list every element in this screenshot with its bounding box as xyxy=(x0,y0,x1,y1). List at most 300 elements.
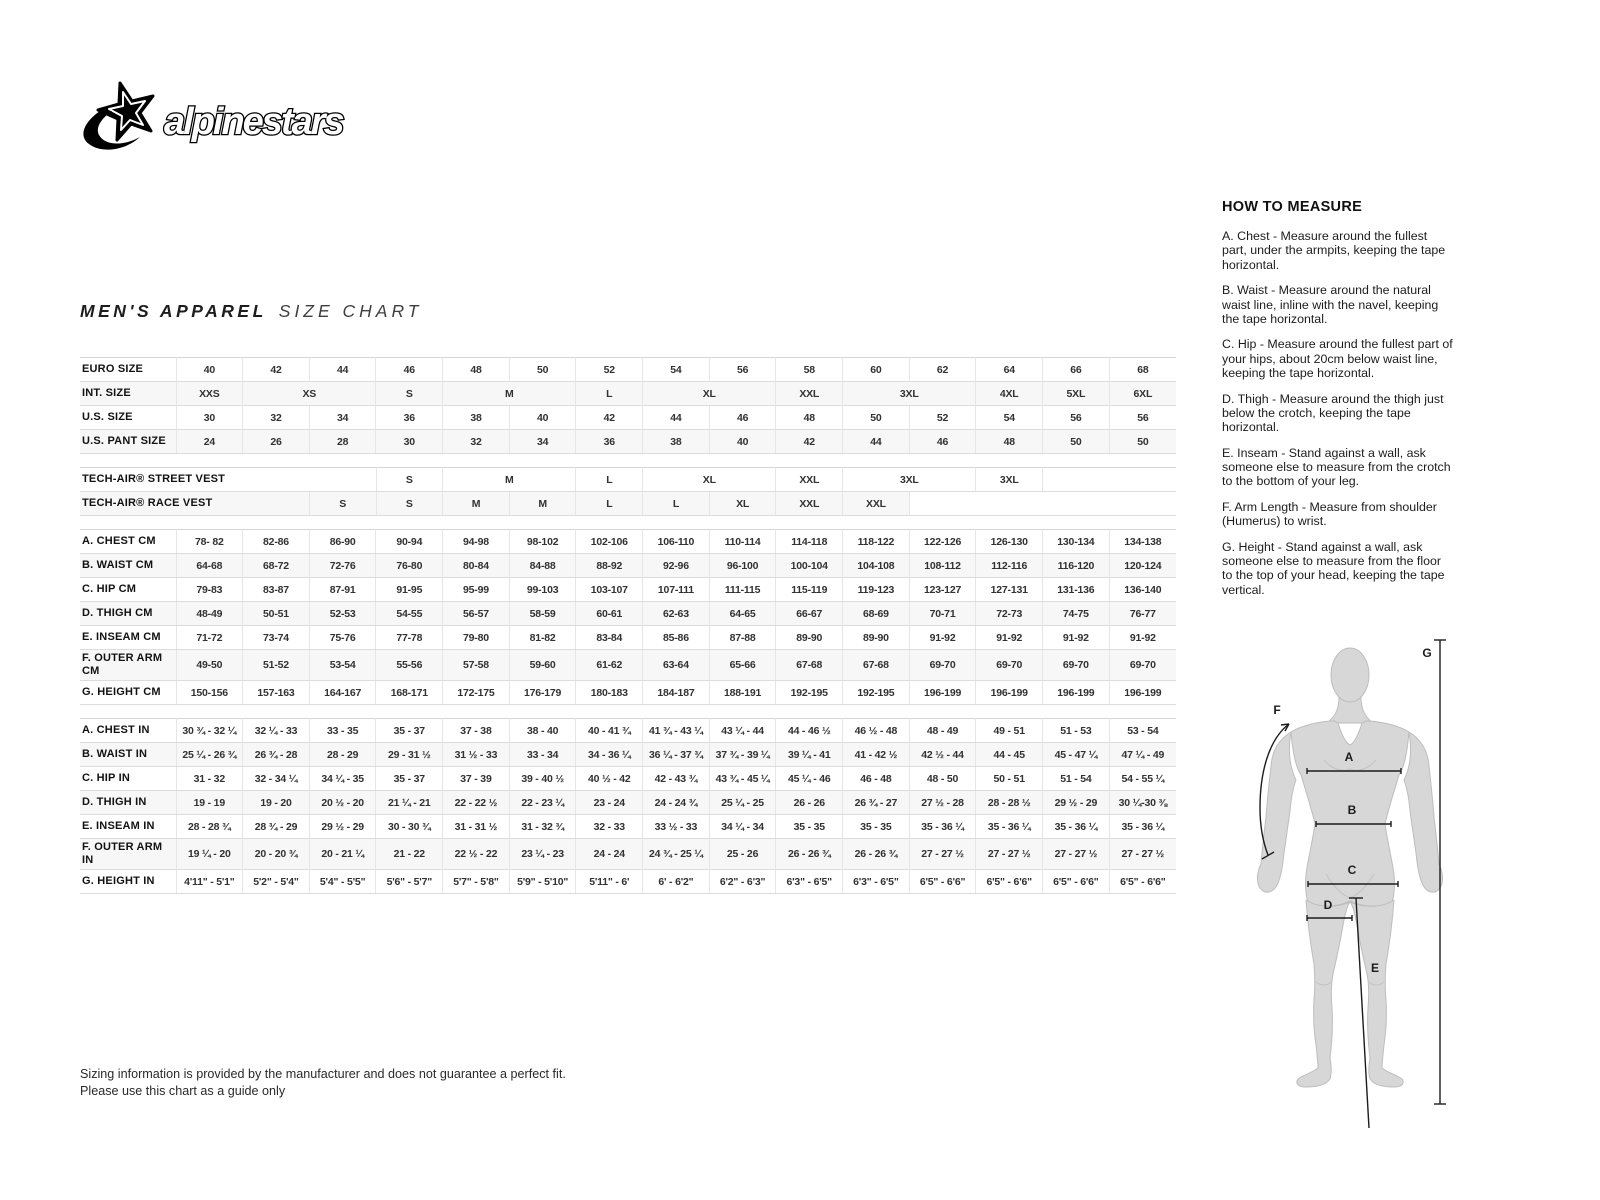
size-cell: 6'3" - 6'5" xyxy=(843,870,910,894)
size-cell: 25 ¼ - 25 xyxy=(709,791,776,815)
size-cell: 44 - 45 xyxy=(976,743,1043,767)
size-cell: 48 - 49 xyxy=(909,719,976,743)
size-cell: 59-60 xyxy=(509,650,576,681)
table-row xyxy=(80,554,1176,578)
size-cell: 6'2" - 6'3" xyxy=(709,870,776,894)
size-cell: 58 xyxy=(776,358,843,382)
row-label: C. HIP IN xyxy=(80,767,176,791)
size-cell: 5XL xyxy=(1043,382,1110,406)
size-cell: S xyxy=(376,468,443,492)
size-cell: 131-136 xyxy=(1043,578,1110,602)
size-cell: 157-163 xyxy=(243,681,310,705)
size-cell: 34 ¼ - 35 xyxy=(309,767,376,791)
size-cell: 5'6" - 5'7" xyxy=(376,870,443,894)
size-cell: 54 - 55 ¼ xyxy=(1109,767,1176,791)
size-cell: 56-57 xyxy=(443,602,510,626)
size-cell: 37 - 38 xyxy=(443,719,510,743)
size-cell: 44 xyxy=(309,358,376,382)
size-cell: 79-83 xyxy=(176,578,243,602)
size-cell: 30 xyxy=(176,406,243,430)
size-cell: 34 xyxy=(509,430,576,454)
size-cell: 69-70 xyxy=(1109,650,1176,681)
size-cell: 67-68 xyxy=(776,650,843,681)
size-cell: 6' - 6'2" xyxy=(643,870,710,894)
size-cell: 40 xyxy=(709,430,776,454)
size-cell: 57-58 xyxy=(443,650,510,681)
size-cell: 35 - 37 xyxy=(376,767,443,791)
measure-instruction: E. Inseam - Stand against a wall, ask someone else to measure from the crotch to the bottom of your leg. xyxy=(1222,445,1451,489)
size-cell: 28 - 28 ½ xyxy=(976,791,1043,815)
row-label: F. OUTER ARM IN xyxy=(80,839,176,870)
row-label: U.S. PANT SIZE xyxy=(80,430,176,454)
size-cell: 130-134 xyxy=(1043,530,1110,554)
size-cell: 46 xyxy=(709,406,776,430)
size-cell: 45 ¼ - 46 xyxy=(776,767,843,791)
size-cell: 26 xyxy=(243,430,310,454)
size-cell: 31 - 31 ½ xyxy=(443,815,510,839)
size-cell: 104-108 xyxy=(843,554,910,578)
size-cell: 30 xyxy=(376,430,443,454)
size-cell: 89-90 xyxy=(776,626,843,650)
size-cell: 24 ¾ - 25 ¼ xyxy=(643,839,710,870)
disclaimer-line-2: Please use this chart as a guide only xyxy=(80,1084,286,1098)
size-cell: 35 - 36 ¼ xyxy=(909,815,976,839)
size-cell: 94-98 xyxy=(443,530,510,554)
size-cell: 4'11" - 5'1" xyxy=(176,870,243,894)
size-cell: 164-167 xyxy=(309,681,376,705)
size-cell: M xyxy=(443,468,576,492)
size-cell: 92-96 xyxy=(643,554,710,578)
row-label: A. CHEST CM xyxy=(80,530,176,554)
size-cell: 196-199 xyxy=(1043,681,1110,705)
size-cell: 134-138 xyxy=(1109,530,1176,554)
size-cell: 28 - 28 ¾ xyxy=(176,815,243,839)
empty-cell xyxy=(909,492,1176,516)
size-cell: 5'7" - 5'8" xyxy=(443,870,510,894)
size-cell: 35 - 36 ¼ xyxy=(1109,815,1176,839)
size-cell: 184-187 xyxy=(643,681,710,705)
label-inseam: E xyxy=(1370,961,1380,975)
size-cell: 20 - 20 ¾ xyxy=(243,839,310,870)
size-cell: 6'5" - 6'6" xyxy=(1043,870,1110,894)
size-cell: 79-80 xyxy=(443,626,510,650)
size-cell: 23 ¼ - 23 xyxy=(509,839,576,870)
size-cell: 53-54 xyxy=(309,650,376,681)
size-cell: 50 xyxy=(509,358,576,382)
row-label: E. INSEAM CM xyxy=(80,626,176,650)
size-cell: 5'11" - 6' xyxy=(576,870,643,894)
size-cell: 56 xyxy=(1043,406,1110,430)
size-cell: 32 - 34 ¼ xyxy=(243,767,310,791)
size-cell: 196-199 xyxy=(976,681,1043,705)
size-cell: 51-52 xyxy=(243,650,310,681)
size-cell: 19 - 20 xyxy=(243,791,310,815)
size-cell: 48-49 xyxy=(176,602,243,626)
table-row xyxy=(80,578,1176,602)
size-cell: 48 xyxy=(443,358,510,382)
size-cell: 54-55 xyxy=(376,602,443,626)
size-cell: 21 - 22 xyxy=(376,839,443,870)
empty-cell xyxy=(1043,468,1176,492)
size-cell: 37 ¾ - 39 ¼ xyxy=(709,743,776,767)
size-cell: 35 - 35 xyxy=(843,815,910,839)
size-cell: 36 xyxy=(576,430,643,454)
size-cell: 83-84 xyxy=(576,626,643,650)
size-cell: 38 - 40 xyxy=(509,719,576,743)
size-cell: 36 xyxy=(376,406,443,430)
size-cell: 84-88 xyxy=(509,554,576,578)
size-cell: 30 ¾ - 32 ¼ xyxy=(176,719,243,743)
table-row xyxy=(80,815,1176,839)
size-cell: 5'4" - 5'5" xyxy=(309,870,376,894)
label-thigh: D xyxy=(1323,898,1333,912)
size-cell: 42 - 43 ¾ xyxy=(643,767,710,791)
size-cell: 37 - 39 xyxy=(443,767,510,791)
size-cell: 62 xyxy=(909,358,976,382)
size-cell: 64 xyxy=(976,358,1043,382)
size-cell: 3XL xyxy=(976,468,1043,492)
size-cell: 123-127 xyxy=(909,578,976,602)
size-cell: 114-118 xyxy=(776,530,843,554)
size-cell: 60 xyxy=(843,358,910,382)
size-cell: 110-114 xyxy=(709,530,776,554)
size-cell: 32 - 33 xyxy=(576,815,643,839)
page-title xyxy=(80,301,422,322)
size-cell: 50 - 51 xyxy=(976,767,1043,791)
size-cell: XL xyxy=(643,382,776,406)
size-cell: 4XL xyxy=(976,382,1043,406)
page-title-main: MEN'S APPAREL xyxy=(80,301,267,321)
size-cell: 150-156 xyxy=(176,681,243,705)
size-cell: 80-84 xyxy=(443,554,510,578)
size-cell: 35 - 35 xyxy=(776,815,843,839)
size-cell: 69-70 xyxy=(976,650,1043,681)
size-cell: 46 - 48 xyxy=(843,767,910,791)
size-cell: 85-86 xyxy=(643,626,710,650)
size-cell: 30 ¼-30 ⅜ xyxy=(1109,791,1176,815)
size-cell: XL xyxy=(709,492,776,516)
size-cell: 75-76 xyxy=(309,626,376,650)
size-cell: 122-126 xyxy=(909,530,976,554)
row-label: D. THIGH IN xyxy=(80,791,176,815)
size-cell: 112-116 xyxy=(976,554,1043,578)
size-cell: 106-110 xyxy=(643,530,710,554)
size-cell: 6XL xyxy=(1109,382,1176,406)
size-cell: 52-53 xyxy=(309,602,376,626)
size-cell: L xyxy=(576,492,643,516)
table-group-tech-air-vests xyxy=(80,467,1176,516)
disclaimer-line-1: Sizing information is provided by the manufacturer and does not guarantee a perfect fit. xyxy=(80,1067,566,1081)
size-cell: 42 xyxy=(243,358,310,382)
size-cell: M xyxy=(443,382,576,406)
row-label: INT. SIZE xyxy=(80,382,176,406)
size-cell: 30 - 30 ¾ xyxy=(376,815,443,839)
how-to-measure-panel xyxy=(1222,199,1454,608)
size-cell: 38 xyxy=(643,430,710,454)
size-cell: XXL xyxy=(776,492,843,516)
alpinestars-logo xyxy=(76,78,356,162)
size-cell: 82-86 xyxy=(243,530,310,554)
size-cell: 3XL xyxy=(843,382,976,406)
size-cell: 6'5" - 6'6" xyxy=(976,870,1043,894)
size-cell: 33 - 35 xyxy=(309,719,376,743)
size-cell: 87-91 xyxy=(309,578,376,602)
row-label: C. HIP CM xyxy=(80,578,176,602)
size-cell: 27 - 27 ½ xyxy=(976,839,1043,870)
table-row xyxy=(80,382,1176,406)
size-cell: 25 - 26 xyxy=(709,839,776,870)
size-cell: 192-195 xyxy=(843,681,910,705)
size-cell: 91-92 xyxy=(1043,626,1110,650)
size-cell: 28 - 29 xyxy=(309,743,376,767)
table-row xyxy=(80,719,1176,743)
size-cell: 60-61 xyxy=(576,602,643,626)
size-cell: XXL xyxy=(776,468,843,492)
size-cell: 49 - 51 xyxy=(976,719,1043,743)
size-cell: 56 xyxy=(709,358,776,382)
size-cell: 87-88 xyxy=(709,626,776,650)
size-cell: 22 - 22 ½ xyxy=(443,791,510,815)
size-cell: 58-59 xyxy=(509,602,576,626)
size-cell: 3XL xyxy=(843,468,976,492)
size-cell: 29 ½ - 29 xyxy=(1043,791,1110,815)
table-group-measurements-in xyxy=(80,718,1176,894)
size-table xyxy=(80,357,1176,907)
measure-instruction: C. Hip - Measure around the fullest part of your hips, about 20cm below waist line, keeping the tape horizontal. xyxy=(1222,337,1453,381)
size-cell: 192-195 xyxy=(776,681,843,705)
size-cell: 5'2" - 5'4" xyxy=(243,870,310,894)
size-cell: 26 ¾ - 28 xyxy=(243,743,310,767)
size-cell: 46 xyxy=(909,430,976,454)
size-cell: 34 - 36 ¼ xyxy=(576,743,643,767)
row-label: U.S. SIZE xyxy=(80,406,176,430)
size-cell: 44 xyxy=(843,430,910,454)
size-cell: 91-95 xyxy=(376,578,443,602)
row-label: F. OUTER ARM CM xyxy=(80,650,176,681)
measure-instruction: F. Arm Length - Measure from shoulder (Humerus) to wrist. xyxy=(1222,499,1437,529)
row-label: G. HEIGHT CM xyxy=(80,681,176,705)
size-cell: 24 - 24 ¾ xyxy=(643,791,710,815)
label-hip: C xyxy=(1347,863,1357,877)
size-cell: 51 - 54 xyxy=(1043,767,1110,791)
size-cell: 67-68 xyxy=(843,650,910,681)
size-cell: 91-92 xyxy=(1109,626,1176,650)
size-cell: 118-122 xyxy=(843,530,910,554)
size-cell: 46 xyxy=(376,358,443,382)
table-row xyxy=(80,492,1176,516)
table-row xyxy=(80,743,1176,767)
size-cell: 32 ¼ - 33 xyxy=(243,719,310,743)
size-cell: XS xyxy=(243,382,376,406)
size-cell: 126-130 xyxy=(976,530,1043,554)
size-cell: 99-103 xyxy=(509,578,576,602)
table-row xyxy=(80,530,1176,554)
size-cell: 31 - 32 xyxy=(176,767,243,791)
size-cell: 43 ¾ - 45 ¼ xyxy=(709,767,776,791)
size-cell: 25 ¼ - 26 ¾ xyxy=(176,743,243,767)
size-cell: 39 ¼ - 41 xyxy=(776,743,843,767)
size-cell: 44 xyxy=(643,406,710,430)
size-cell: 34 xyxy=(309,406,376,430)
size-cell: 72-76 xyxy=(309,554,376,578)
size-cell: 68-72 xyxy=(243,554,310,578)
size-cell: 35 - 36 ¼ xyxy=(976,815,1043,839)
measure-instruction: G. Height - Stand against a wall, ask someone else to measure from the floor to the top of your head, keeping the tape vertical. xyxy=(1222,539,1445,597)
table-row xyxy=(80,767,1176,791)
size-cell: 6'5" - 6'6" xyxy=(1109,870,1176,894)
size-cell: 20 ½ - 20 xyxy=(309,791,376,815)
size-cell: 180-183 xyxy=(576,681,643,705)
size-cell: 73-74 xyxy=(243,626,310,650)
size-cell: 63-64 xyxy=(643,650,710,681)
how-to-measure-heading: HOW TO MEASURE xyxy=(1222,199,1363,215)
size-cell: 27 - 27 ½ xyxy=(1043,839,1110,870)
size-cell: 98-102 xyxy=(509,530,576,554)
label-arm-length: F xyxy=(1273,703,1281,717)
size-cell: L xyxy=(576,468,643,492)
size-cell: 40 - 41 ¾ xyxy=(576,719,643,743)
size-cell: 29 ½ - 29 xyxy=(309,815,376,839)
size-cell: M xyxy=(443,492,510,516)
size-cell: S xyxy=(376,492,443,516)
size-cell: 83-87 xyxy=(243,578,310,602)
size-cell: 196-199 xyxy=(1109,681,1176,705)
row-label: B. WAIST CM xyxy=(80,554,176,578)
size-cell: 40 xyxy=(509,406,576,430)
size-cell: 56 xyxy=(1109,406,1176,430)
size-cell: 168-171 xyxy=(376,681,443,705)
size-cell: 24 - 24 xyxy=(576,839,643,870)
size-cell: 50 xyxy=(1043,430,1110,454)
how-to-measure-items xyxy=(1222,229,1454,597)
size-cell: 64-68 xyxy=(176,554,243,578)
size-cell: 38 xyxy=(443,406,510,430)
measure-instruction: B. Waist - Measure around the natural waist line, inline with the navel, keeping the tape horizontal. xyxy=(1222,283,1439,326)
size-cell: 47 ¼ - 49 xyxy=(1109,743,1176,767)
size-cell: 88-92 xyxy=(576,554,643,578)
size-cell: 62-63 xyxy=(643,602,710,626)
alpinestars-star-icon xyxy=(83,83,153,150)
size-cell: 53 - 54 xyxy=(1109,719,1176,743)
size-cell: L xyxy=(576,382,643,406)
measure-instruction: D. Thigh - Measure around the thigh just below the crotch, keeping the tape horizontal. xyxy=(1222,391,1444,435)
size-cell: 44 - 46 ½ xyxy=(776,719,843,743)
table-row xyxy=(80,358,1176,382)
size-cell: 66-67 xyxy=(776,602,843,626)
label-waist: B xyxy=(1347,803,1357,817)
size-cell: 6'3" - 6'5" xyxy=(776,870,843,894)
row-label: TECH-AIR® RACE VEST xyxy=(80,492,309,516)
size-cell: 74-75 xyxy=(1043,602,1110,626)
row-label: A. CHEST IN xyxy=(80,719,176,743)
size-cell: 42 xyxy=(576,406,643,430)
size-cell: 24 xyxy=(176,430,243,454)
size-cell: 78- 82 xyxy=(176,530,243,554)
table-row xyxy=(80,839,1176,870)
size-cell: 27 - 27 ½ xyxy=(909,839,976,870)
size-cell: 52 xyxy=(576,358,643,382)
table-row xyxy=(80,626,1176,650)
table-row xyxy=(80,602,1176,626)
size-cell: 43 ¼ - 44 xyxy=(709,719,776,743)
size-cell: M xyxy=(509,492,576,516)
size-cell: 5'9" - 5'10" xyxy=(509,870,576,894)
row-label: TECH-AIR® STREET VEST xyxy=(80,468,376,492)
size-cell: 120-124 xyxy=(1109,554,1176,578)
size-cell: 196-199 xyxy=(909,681,976,705)
size-cell: 76-80 xyxy=(376,554,443,578)
size-cell: 61-62 xyxy=(576,650,643,681)
size-cell: 50 xyxy=(1109,430,1176,454)
table-row xyxy=(80,406,1176,430)
size-cell: 28 xyxy=(309,430,376,454)
size-cell: 33 ½ - 33 xyxy=(643,815,710,839)
size-cell: 32 xyxy=(243,406,310,430)
size-cell: 65-66 xyxy=(709,650,776,681)
size-cell: 116-120 xyxy=(1043,554,1110,578)
size-cell: 91-92 xyxy=(976,626,1043,650)
size-cell: XXL xyxy=(776,382,843,406)
measure-instruction: A. Chest - Measure around the fullest part, under the armpits, keeping the tape horizontal. xyxy=(1222,229,1446,272)
size-cell: 76-77 xyxy=(1109,602,1176,626)
row-label: G. HEIGHT IN xyxy=(80,870,176,894)
size-cell: 107-111 xyxy=(643,578,710,602)
row-label: B. WAIST IN xyxy=(80,743,176,767)
size-cell: 42 xyxy=(776,430,843,454)
size-cell: 6'5" - 6'6" xyxy=(909,870,976,894)
size-cell: 48 xyxy=(776,406,843,430)
size-cell: 41 ¾ - 43 ¼ xyxy=(643,719,710,743)
table-row xyxy=(80,791,1176,815)
size-cell: 41 - 42 ½ xyxy=(843,743,910,767)
size-cell: 86-90 xyxy=(309,530,376,554)
size-cell: 81-82 xyxy=(509,626,576,650)
table-group-international-sizes xyxy=(80,357,1176,454)
size-cell: 35 - 36 ¼ xyxy=(1043,815,1110,839)
size-cell: 54 xyxy=(643,358,710,382)
size-cell: 54 xyxy=(976,406,1043,430)
size-cell: 40 xyxy=(176,358,243,382)
row-label: EURO SIZE xyxy=(80,358,176,382)
size-cell: 127-131 xyxy=(976,578,1043,602)
size-cell: 119-123 xyxy=(843,578,910,602)
size-cell: 172-175 xyxy=(443,681,510,705)
size-cell: 40 ½ - 42 xyxy=(576,767,643,791)
size-cell: 27 - 27 ½ xyxy=(1109,839,1176,870)
size-cell: 33 - 34 xyxy=(509,743,576,767)
size-cell: 20 - 21 ¼ xyxy=(309,839,376,870)
disclaimer xyxy=(80,1066,566,1100)
size-cell: 22 ½ - 22 xyxy=(443,839,510,870)
size-cell: 188-191 xyxy=(709,681,776,705)
size-cell: 52 xyxy=(909,406,976,430)
size-cell: 90-94 xyxy=(376,530,443,554)
size-cell: 96-100 xyxy=(709,554,776,578)
size-cell: XXL xyxy=(843,492,910,516)
size-cell: 51 - 53 xyxy=(1043,719,1110,743)
size-cell: 100-104 xyxy=(776,554,843,578)
size-cell: 136-140 xyxy=(1109,578,1176,602)
table-row xyxy=(80,468,1176,492)
size-cell: 23 - 24 xyxy=(576,791,643,815)
size-cell: 31 ½ - 33 xyxy=(443,743,510,767)
size-cell: XXS xyxy=(176,382,243,406)
size-cell: 39 - 40 ½ xyxy=(509,767,576,791)
size-cell: 31 - 32 ¾ xyxy=(509,815,576,839)
size-cell: 66 xyxy=(1043,358,1110,382)
size-cell: 70-71 xyxy=(909,602,976,626)
table-group-measurements-cm xyxy=(80,529,1176,705)
